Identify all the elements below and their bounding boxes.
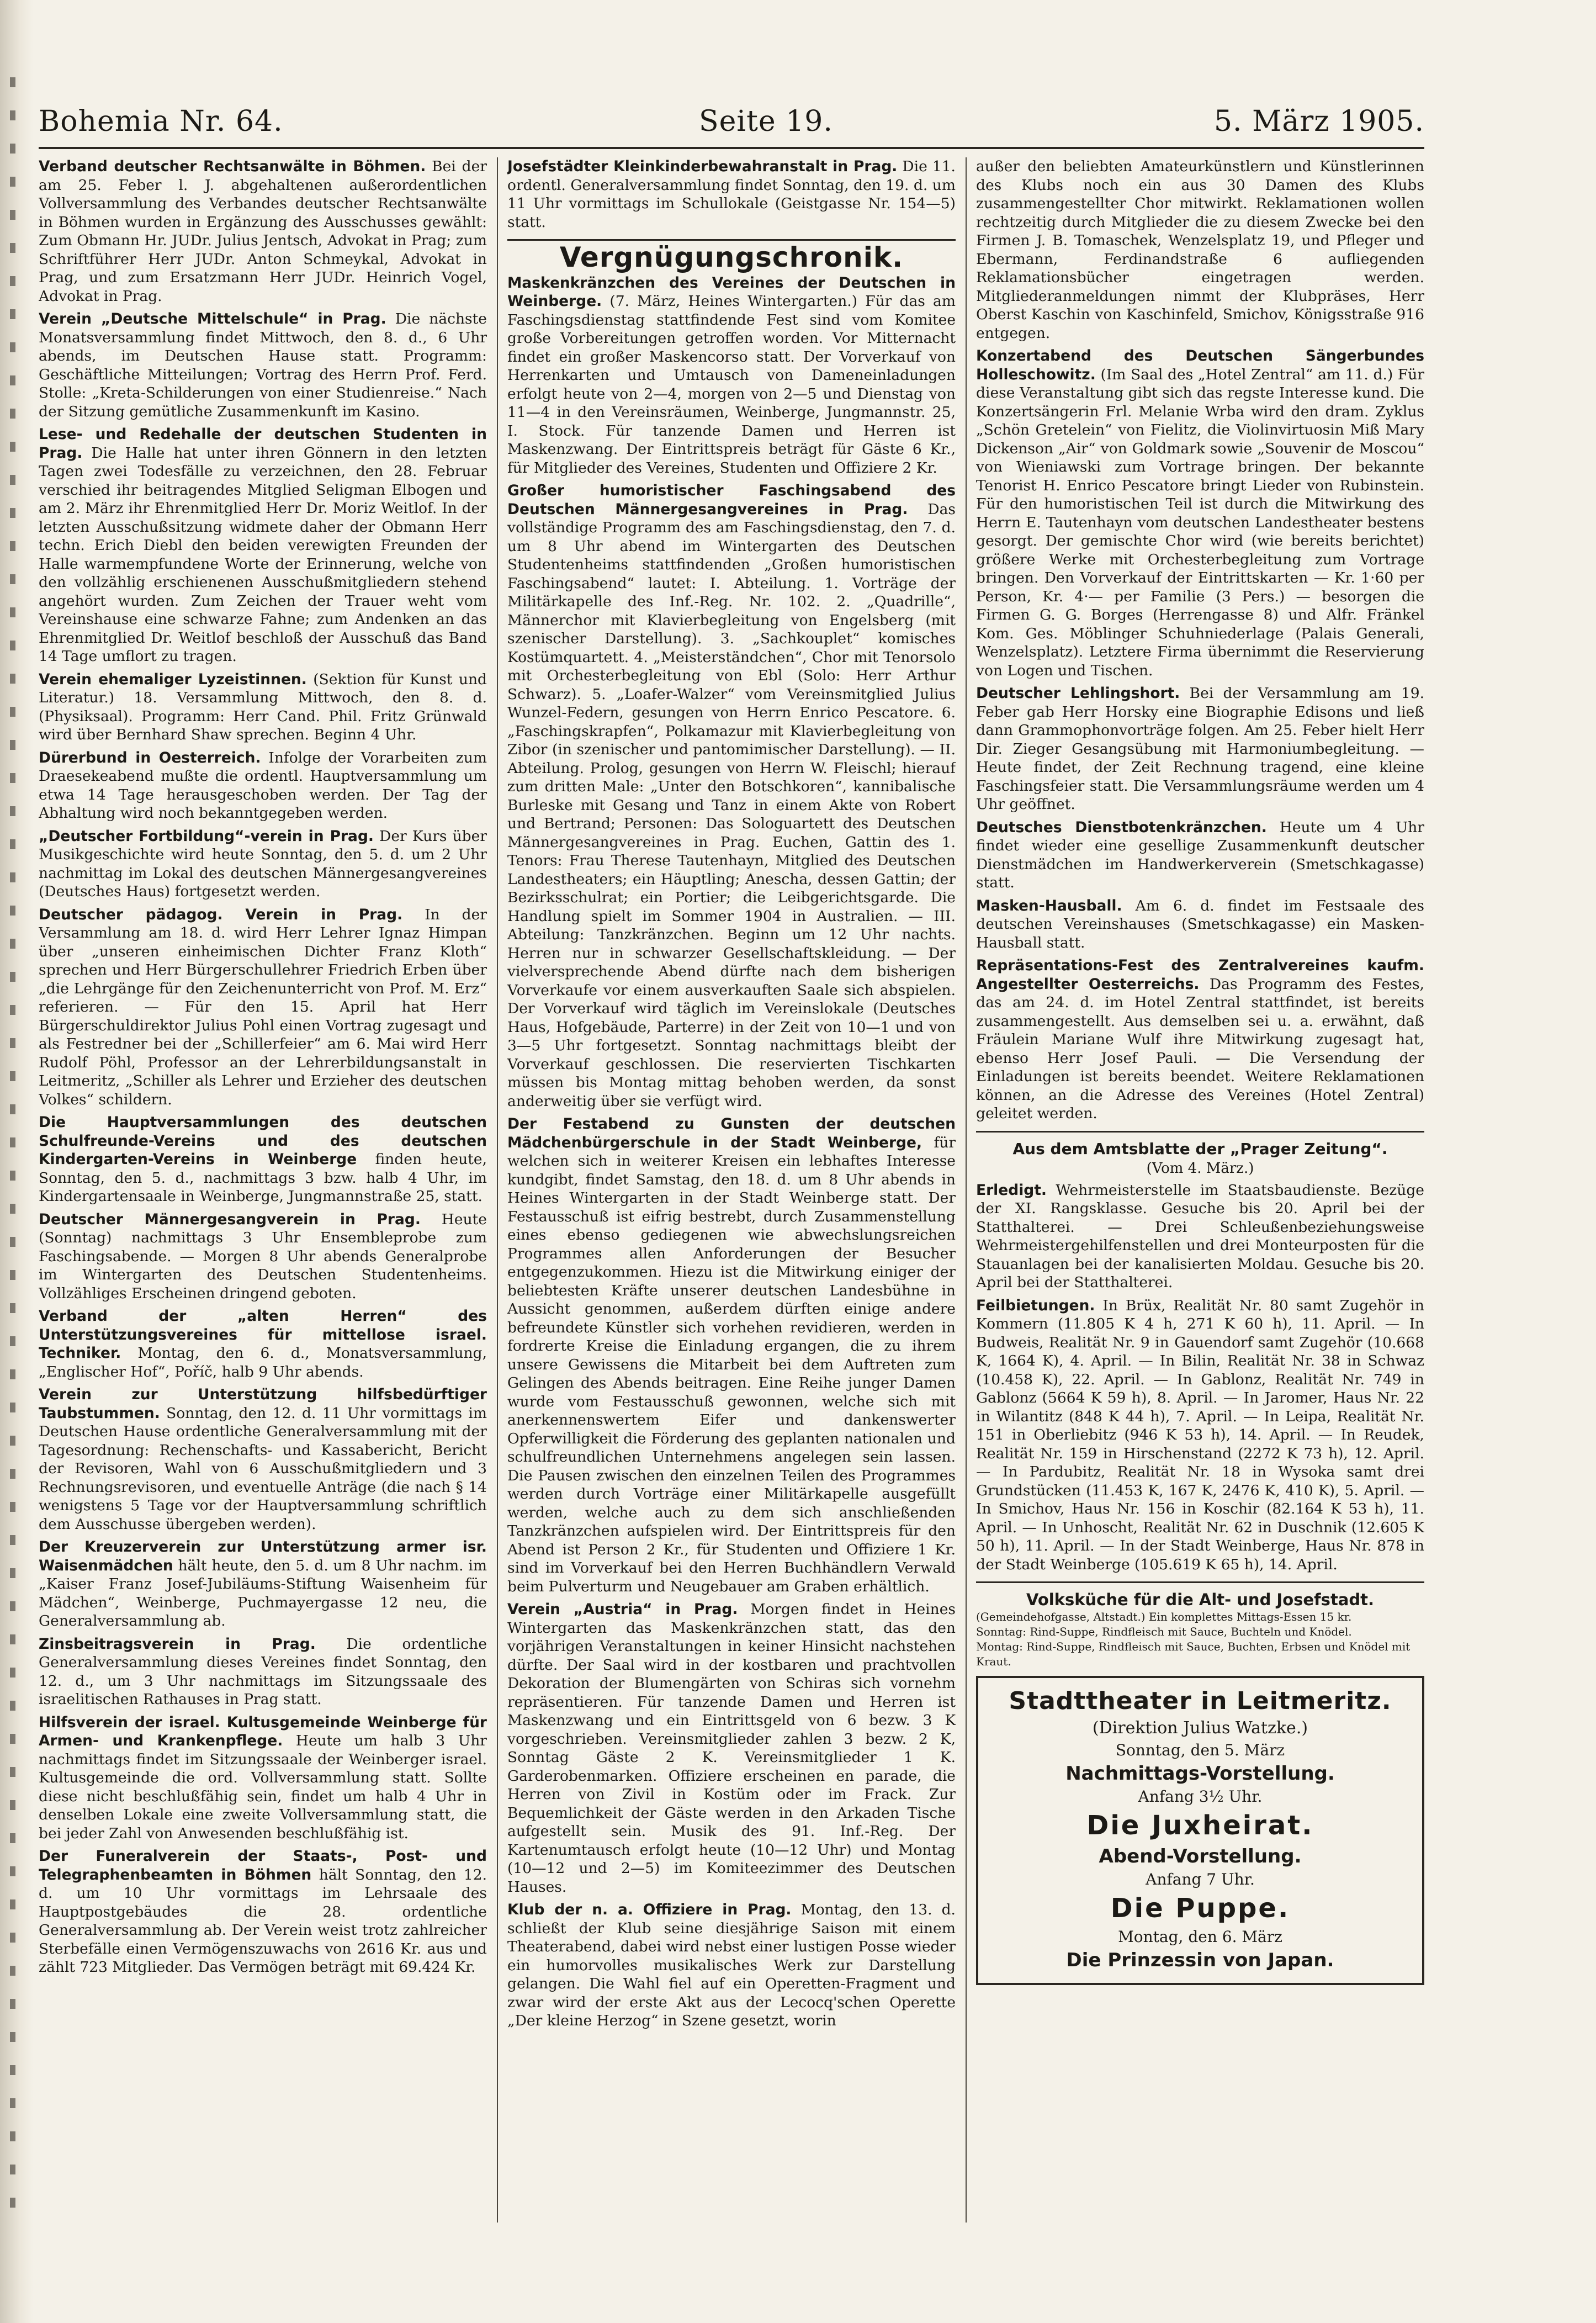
volkskueche-line: Sonntag: Rind-Suppe, Rindfleisch mit Sauce, Buchteln und Knödel. (976, 1625, 1352, 1638)
article-text: Die 11. ordentl. Generalversammlung findet Sonntag, den 19. d. um 11 Uhr vormittags im Schullokale (Geistgasse Nr. 154—5) statt. (507, 158, 956, 231)
article-text: Heute um 4 Uhr findet wieder eine gesellige Zusammenkunft deutscher Dienstmädchen im Handwerkerverein (Smetschkagasse) statt. (976, 818, 1424, 891)
amtsblatt-text: Wehrmeisterstelle im Staatsbaudienste. Bezüge der XI. Rangsklasse. Gesuche bis 20. April bei der Statthalterei. — Drei Schleußenbeziehungsweise Wehrmeistergehilfenstellen und drei Monteurposten für die Stauanlagen bei der kanalisierten Moldau. Gesuche bis 20. April bei der Statthalterei. (976, 1181, 1424, 1291)
article (507, 481, 956, 1110)
theater-day: Montag, den 6. März (1118, 1928, 1282, 1946)
article (39, 1113, 487, 1206)
article (39, 425, 487, 666)
article (976, 684, 1424, 814)
article-heading: Dürerbund in Oesterreich. (39, 749, 261, 766)
article-text: Heute um halb 3 Uhr nachmittags findet im Sitzungssaale der Weinberger israel. Kultusgemeinde die ord. Vollversammlung statt. Sollte diese nicht beschlußfähig sein, findet um halb 4 Uhr in denselben Lokale eine zweite Vollversammlung statt, die bei jeder Zahl von Anwesenden beschlußfähig ist. (39, 1732, 487, 1842)
article (39, 749, 487, 823)
article-continuation (976, 157, 1424, 342)
article (976, 347, 1424, 680)
theater-play-title: Die Prinzessin von Japan. (1066, 1949, 1334, 1971)
header-rule (39, 147, 1424, 149)
article-text: (Sektion für Kunst und Literatur.) 18. Versammlung Mittwoch, den 8. d. (Physiksaal). Programm: Herr Cand. Phil. Fritz Grünwald wird über Bernhard Shaw sprechen. Beginn 4 Uhr. (39, 670, 487, 743)
article (507, 274, 956, 478)
article-text: Die nächste Monatsversammlung findet Mittwoch, den 8. d., 6 Uhr abends, im Deutschen Hause statt. Programm: Geschäftliche Mitteilungen; Vortrag des Herrn Prof. Ferd. Stolle: „Kreta-Schilderungen von einer Studienreise.“ Nach der Sitzung gemütliche Zusammenkunft im Kasino. (39, 310, 487, 420)
amtsblatt-title: Aus dem Amtsblatte der „Prager Zeitung“. (1012, 1139, 1388, 1158)
article (39, 1635, 487, 1709)
article-text: Bei der am 25. Feber l. J. abgehaltenen außerordentlichen Vollversammlung des Verbandes deutscher Rechtsanwälte in Böhmen wurden in Ergänzung des Ausschusses gewählt: Zum Obmann Hr. JUDr. Julius Jentsch, Advokat in Prag; zum Schriftführer Herr JUDr. Anton Schmeykal, Advokat in Prag, und zum Ersatzmann Herr JUDr. Heinrich Vogel, Advokat in Prag. (39, 158, 487, 305)
article (507, 1115, 956, 1596)
article-text: finden heute, Sonntag, den 5. d., nachmittags 3 bzw. halb 4 Uhr, im Kindergartensaale in Weinberge, Jungmannstraße 25, statt. (39, 1151, 487, 1205)
article-heading: Josefstädter Kleinkinderbewahranstalt in Prag. (507, 158, 898, 175)
section-separator (507, 239, 956, 241)
article-text: Das vollständige Programm des am Faschingsdienstag, den 7. d. um 8 Uhr abend im Wintergarten des Deutschen Studentenheims stattfindenden „Großen humoristischen Faschingsabend“ lautet: I. Abteilung. 1. Vorträge der Militärkapelle des Inf.-Reg. Nr. 102. 2. „Quadrille“, Männerchor mit Klavierbegleitung von Engelsberg (mit szenischer Darstellung). 3. „Sachkouplet“ komisches Kostümquartett. 4. „Meisterständchen“, Chor mit Tenorsolo mit Orchesterbegleitung von Ebl (Solo: Herr Arthur Schwarz). 5. „Loafer-Walzer“ vom Vereinsmitglied Julius Wunzel-Federn, gesungen von Herrn Enrico Pescatore. 6. „Faschingskrapfen“, Polkamazur mit Klavierbegleitung von Zibor (in szenischer und pantomimischer Darstellung). — II. Abteilung. Prolog, gesungen von Herrn W. Fleischl; hierauf zum dritten Male: „Unter den Botschkoren“, kannibalische Burleske mit Gesang und Tanz in einem Akte von Robert und Bertrand; Personen: Das Sologuartett des Deutschen Männergesangvereines in Prag. Euchen, Gattin des 1. Tenors: Frau Therese Tautenhayn, Mitglied des Deutschen Landestheaters; ein Häuptling; Anescha, dessen Gattin; der Bezirksschulrat; ein Portier; die Leibgerichtsgarde. Die Handlung spielt im Sommer 1904 in Australien. — III. Abteilung: Tanzkränzchen. Beginn um 12 Uhr nachts. Herren nur in schwarzer Gesellschaftskleidung. — Der vielversprechende Abend dürfte nach dem bisherigen Vorverkaufe vor einem ausverkauften Saale sich abspielen. Der Vorverkauf wird täglich im Vereinslokale (Deutsches Haus, Hofgebäude, Parterre) in der Zeit von 10—1 und von 3—5 Uhr fortgesetzt. Sonntag nachmittags bleibt der Vorverkauf geschlossen. Die reservierten Tischkarten müssen bis Montag mittag behoben werden, da sonst anderweitig über sie verfügt wird. (507, 500, 956, 1110)
theater-advertisement (976, 1676, 1424, 1985)
article (39, 1713, 487, 1843)
article-heading: Deutscher Lehlingshort. (976, 685, 1180, 702)
volkskueche-title: Volksküche für die Alt- und Josefstadt. (1026, 1590, 1375, 1609)
amtsblatt-text: In Brüx, Realität Nr. 80 samt Zugehör in Kommern (11.805 K 4 h, 271 K 60 h), 11. April. — In Budweis, Realität Nr. 9 in Gauendorf samt Zugehör (10.668 K, 1664 K), 4. April. — In Bilin, Realität Nr. 38 in Schwaz (10.458 K), 22. April. — In Gablonz, Realität Nr. 749 in Gablonz (5664 K 59 h), 8. April. — In Jaromer, Haus Nr. 22 in Wilantitz (848 K 44 h), 7. April. — In Leipa, Realität Nr. 151 in Oberliebitz (946 K 53 h), 14. April. — In Reudek, Realität Nr. 159 in Hirschenstand (2272 K 73 h), 12. April. — In Pardubitz, Realität Nr. 18 in Wysoka samt drei Grundstücken (11.453 K, 167 K, 2476 K, 410 K), 5. April. — In Smichov, Haus Nr. 156 in Koschir (82.164 K 53 h), 11. April. — In Unhoscht, Realität Nr. 62 in Duschnik (12.605 K 50 h), 11. April. — In der Stadt Weinberge, Haus Nr. 878 in der Stadt Weinberge (105.619 K 65 h), 14. April. (976, 1297, 1424, 1573)
article-text: Die Halle hat unter ihren Gönnern in den letzten Tagen zwei Todesfälle zu verzeichnen, den 28. Februar verschied ihr beitragendes Mitglied Seligman Elbogen und am 2. März ihr Ehrenmitglied Herr Dr. Moriz Weitlof. In der letzten Ausschußsitzung widmete daher der Obmann Herr techn. Erich Diebl den beiden verewigten Freunden der Halle warmempfundene Worte der Erinnerung, welche von den vollzählig erschienenen Ausschußmitgliedern stehend angehört wurden. Zum Zeichen der Trauer weht vom Vereinshause eine schwarze Fahne; zum Andenken an das Ehrenmitglied Dr. Weitlof beschloß der Ausschuß das Band 14 Tage umflort zu tragen. (39, 444, 487, 665)
section-title: Vergnügungschronik. (559, 241, 904, 273)
article (976, 897, 1424, 953)
article-text: Am 6. d. findet im Festsaale des deutschen Vereinshauses (Smetschkagasse) ein Masken-Hausball statt. (976, 897, 1424, 951)
article-heading: Großer humoristischer Faschingsabend des Deutschen Männergesangvereines in Prag. (507, 482, 956, 518)
article-text: (Im Saal des „Hotel Zentral“ am 11. d.) Für diese Veranstaltung gibt sich das regste Interesse kund. Die Konzertsängerin Frl. Melanie Wrba wird den dram. Zyklus „Schön Gretelein“ von Fielitz, die Violinvirtuosin Miß Mary Dickenson „Air“ von Goldmark sowie „Souvenir de Moscou“ von Wieniawski zum Vortrage bringen. Der bekannte Tenorist H. Enrico Pescatore bringt Lieder von Rubinstein. Für den humoristischen Teil ist durch die Mitwirkung des Herrn E. Tautenhayn vom deutschen Landestheater bestens gesorgt. Der gemischte Chor wird (wie bereits berichtet) größere Werke mit Orchesterbegleitung zum Vortrage bringen. Den Vorverkauf der Eintrittskarten — Kr. 1·60 per Person, Kr. 4·— per Familie (3 Pers.) — besorgen die Firmen G. G. Borges (Herrengasse 8) und Alfr. Fränkel Kom. Ges. Möblinger Schuhniederlage (Palais Generali, Wenzelsplatz). Letztere Firma übernimmt die Reservierung von Logen und Tischen. (976, 366, 1424, 679)
article-heading: Klub der n. a. Offiziere in Prag. (507, 1901, 792, 1918)
article-heading: Der Festabend zu Gunsten der deutschen Mädchenbürgerschule in der Stadt Weinberge, (507, 1115, 956, 1151)
theater-direction: (Direktion Julius Watzke.) (1092, 1718, 1308, 1738)
column-2 (507, 157, 956, 2223)
column-1 (39, 157, 487, 2223)
amtsblatt-item (976, 1181, 1424, 1292)
article (39, 1538, 487, 1631)
article-text: In der Versammlung am 18. d. wird Herr Lehrer Ignaz Himpan über „unseren einheimischen Dichter Franz Kloth“ sprechen und Herr Bürgerschullehrer Friedrich Erben über „die Lehrgänge für den Zeichenunterricht von Prof. M. Erz“ referieren. — Für den 15. April hat Herr Bürgerschuldirektor Julius Pohl einen Vortrag zugesagt und als Festredner bei der „Schillerfeier“ am 6. Mai wird Herr Rudolf Pöhl, Professor an der Lehrerbildungsanstalt in Leitmeritz, „Schiller als Lehrer und Erzieher des deutschen Volkes“ schildern. (39, 906, 487, 1108)
article (39, 157, 487, 305)
theater-show-type: Nachmittags-Vorstellung. (1065, 1763, 1335, 1785)
page-header (39, 105, 1424, 139)
article (39, 827, 487, 901)
theater-show-type: Abend-Vorstellung. (1099, 1845, 1302, 1867)
article-heading: Lese- und Redehalle der deutschen Studenten in Prag. (39, 426, 487, 462)
article-heading: Verein „Austria“ in Prag. (507, 1601, 738, 1618)
header-date: 5. März 1905. (1213, 105, 1424, 138)
header-page-number: Seite 19. (699, 105, 833, 138)
article-text: Montag, den 13. d. schließt der Klub seine diesjährige Saison mit einem Theaterabend, dabei wird nebst einer lustigen Posse wieder ein humorvolles musikalisches Werk zur Darstellung gelangen. Die Wahl fiel auf ein Operetten-Fragment und zwar wird der erste Akt aus der Lecocq'schen Operette „Der kleine Herzog“ in Szene gesetzt, worin (507, 1901, 956, 2029)
article-text: hält Sonntag, den 12. d. um 10 Uhr vormittags im Lehrsaale des Hauptpostgebäudes die 28. ordentliche Generalversammlung ab. Der Verein weist trotz zahlreicher Sterbefälle einen Vermögenszuwachs von 2616 Kr. aus und zählt 723 Mitglieder. Das Vermögen beträgt mit 69.424 Kr. (39, 1866, 487, 1976)
article (507, 157, 956, 231)
article (507, 1901, 956, 2030)
article-heading: Masken-Hausball. (976, 897, 1122, 914)
volkskueche-line: Montag: Rind-Suppe, Rindfleisch mit Sauce, Buchten, Erbsen und Knödel mit Kraut. (976, 1640, 1411, 1668)
article (39, 906, 487, 1109)
theater-play-title: Die Puppe. (1110, 1893, 1290, 1924)
binding-edge (10, 77, 15, 2231)
article-text: für welchen sich in weiterer Kreisen ein lebhaftes Interesse kundgibt, findet Samstag, den 18. d. um 8 Uhr abends in Heines Wintergarten in der Stadt Weinberge statt. Der Festausschuß ist eifrig bestrebt, durch Zusammenstellung eines ebenso gediegenen wie abwechslungsreichen Programmes allen Anforderungen der Besucher entgegenzukommen. Hiezu ist die Mitwirkung einiger der beliebtesten Kräfte unserer deutschen Landesbühne in Aussicht genommen, außerdem dürften einige andere befreundete Künstler sich vorhehen revidieren, werden in fordrerte Kreise die Einladung ergangen, die zu ihrem unsere Gewissens die Mitarbeit bei dem Auftreten zum Gelingen des Abends beitragen. Eine Reihe junger Damen wurde vom Festausschuß gewonnen, welche sich mit anerkennenswertem Eifer und dankenswerter Opferwilligkeit die Förderung des geplanten nationalen und schulfreundlichen Unternehmens angelegen sein lassen. Die Pausen zwischen den einzelnen Teilen des Programmes werden durch Vorträge einer Militärkapelle ausgefüllt werden, welche auch zu dem sich anschließenden Tanzkränzchen aufspielen wird. Der Eintrittspreis für den Abend ist Person 2 Kr., für Studenten und Offiziere 1 Kr. sind im Vorverkauf bei den Herren Buchhändlern Verwald beim Pulverturm und Neugebauer am Graben erhältlich. (507, 1134, 956, 1595)
section-separator (976, 1131, 1424, 1133)
newspaper-page (39, 105, 1424, 2247)
page-gutter (0, 0, 33, 2323)
article-heading: Deutscher pädagog. Verein in Prag. (39, 906, 403, 923)
article-heading: Verein „Deutsche Mittelschule“ in Prag. (39, 310, 386, 327)
article-text: Morgen findet in Heines Wintergarten das Maskenkränzchen statt, das den vorjährigen Veranstaltungen in keiner Hinsicht nachstehen dürfte. Der Saal wird in der kostbaren und prachtvollen Dekoration der Blumengärten von Schiras sich vornehm repräsentieren. Für tanzende Damen und Herren ist Maskenzwang und ein Eintrittsgeld von 6 bezw. 3 K vorgeschrieben. Vereinsmitglieder zahlen 3 bezw. 2 K, Sonntag Gäste 2 K. Vereinsmitglieder 1 K. Garderobenmarken. Offiziere erscheinen en parade, die Herren von Zivil in Kostüm oder im Frack. Zur Bequemlichkeit der Gäste werden in den Arkaden Tische aufgestellt sein. Musik des 91. Inf.-Reg. Der Kartenumtausch erfolgt heute (10—12 Uhr) und Montag (10—12 und 2—5) im Komiteezimmer des Deutschen Hauses. (507, 1601, 956, 1896)
article-heading: Deutsches Dienstbotenkränzchen. (976, 818, 1267, 836)
article (39, 310, 487, 421)
article (39, 1847, 487, 1977)
article-text: hält heute, den 5. d. um 8 Uhr nachm. im „Kaiser Franz Josef-Jubiläums-Stiftung Waisenheim für Mädchen“, Weinberge, Puchmayergasse 12 neu, die Generalversammlung ab. (39, 1557, 487, 1629)
article-heading: Repräsentations-Fest des Zentralvereines kaufm. Angestellter Oesterreichs. (976, 957, 1424, 993)
column-rule-1 (497, 157, 498, 2223)
article-text: außer den beliebten Amateurkünstlern und Künstlerinnen des Klubs noch ein aus 30 Damen des Klubs zusammengestellter Chor mitwirkt. Reklamationen wollen rechtzeitig durch Mitglieder die zu diesem Zwecke bei den Firmen J. B. Tomaschek, Wenzelsplatz 19, und Pfleger und Ebermann, Ferdinandstraße 6 aufliegenden Reklamationsbücher eingetragen werden. Mitgliederanmeldungen nimmt der Klubpräses, Herr Oberst Kaschin von Kaschinfeld, Smichov, Königsstraße 916 entgegen. (976, 158, 1424, 342)
theater-start-time: Anfang 7 Uhr. (1146, 1870, 1255, 1888)
article-heading: Die Hauptversammlungen des deutschen Schulfreunde-Vereins und des deutschen Kindergarten-Vereins in Weinberge (39, 1114, 487, 1168)
article-heading: Verband deutscher Rechtsanwälte in Böhmen. (39, 158, 426, 175)
header-paper-issue: Bohemia Nr. 64. (39, 105, 283, 138)
theater-start-time: Anfang 3½ Uhr. (1138, 1787, 1263, 1806)
article-heading: Verband der „alten Herren“ des Unterstützungsvereines für mittellose israel. Techniker. (39, 1308, 487, 1362)
article (39, 1385, 487, 1533)
article-heading: Verein zur Unterstützung hilfsbedürftiger Taubstummen. (39, 1386, 487, 1422)
article-heading: „Deutscher Fortbildung“-verein in Prag. (39, 827, 374, 845)
theater-play-title: Die Juxheirat. (1086, 1810, 1314, 1841)
article-text: Die ordentliche Generalversammlung dieses Vereines findet Sonntag, den 12. d., um 3 Uhr nachmittags im Sitzungssaale des israelitischen Rathauses in Prag statt. (39, 1635, 487, 1708)
article-heading: Deutscher Männergesangverein in Prag. (39, 1210, 421, 1228)
theater-title: Stadttheater in Leitmeritz. (1009, 1687, 1392, 1715)
article (976, 818, 1424, 892)
article-text: Montag, den 6. d., Monatsversammlung, „Englischer Hof“, Poříč, halb 9 Uhr abends. (39, 1345, 487, 1380)
theater-day: Sonntag, den 5. März (1115, 1741, 1285, 1759)
article (976, 956, 1424, 1123)
volkskueche-line: (Gemeindehofgasse, Altstadt.) Ein komplettes Mittags-Essen 15 kr. (976, 1610, 1352, 1623)
article (507, 1600, 956, 1896)
article (39, 1307, 487, 1381)
article-heading: Verein ehemaliger Lyzeistinnen. (39, 670, 307, 688)
article (39, 670, 487, 744)
article-text: Infolge der Vorarbeiten zum Draesekeabend mußte die ordentl. Hauptversammlung um etwa 14 Tage herausgeschoben werden. Der Tag der Abhaltung wird noch bekanntgegeben werden. (39, 749, 487, 822)
amtsblatt-date: (Vom 4. März.) (1146, 1160, 1254, 1177)
article-heading: Der Kreuzerverein zur Unterstützung armer isr. Waisenmädchen (39, 1538, 487, 1574)
article-heading: Konzertabend des Deutschen Sängerbundes Holleschowitz. (976, 347, 1424, 383)
amtsblatt-item (976, 1297, 1424, 1574)
article-text: Sonntag, den 12. d. 11 Uhr vormittags im Deutschen Hause ordentliche Generalversammlung mit der Tagesordnung: Rechenschafts- und Kassabericht, Bericht der Revisoren, Wahl von 6 Ausschußmitgliedern und 3 Rechnungsrevisoren, und eventuelle Anträge (die nach § 14 wenigstens 5 Tage vor der Hauptversammlung schriftlich dem Ausschusse übergeben werden). (39, 1404, 487, 1533)
article-text: Das Programm des Festes, das am 24. d. im Hotel Zentral stattfindet, ist bereits zusammengestellt. Aus demselben sei u. a. erwähnt, daß Fräulein Mariane Wulf ihre Mitwirkung zugesagt hat, ebenso Herr Josef Pauli. — Die Versendung der Einladungen ist bereits beendet. Weitere Reklamationen können, an die Adresse des Vereines (Hotel Zentral) geleitet werden. (976, 975, 1424, 1122)
article-text: Bei der Versammlung am 19. Feber gab Herr Horsky eine Biographie Edisons und ließ dann Grammophonvorträge folgen. Am 25. Feber hielt Herr Dir. Zieger Gesangsübung mit Harmoniumbegleitung. — Heute findet, der Zeit Rechnung tragend, eine kleine Faschingsfeier statt. Die Versammlungsräume werden um 4 Uhr geöffnet. (976, 685, 1424, 813)
column-rule-2 (966, 157, 967, 2223)
article-text: (7. März, Heines Wintergarten.) Für das am Faschingsdienstag stattfindende Fest sind vom Komitee große Vorbereitungen getroffen worden. Vor Mitternacht findet ein großer Maskencorso statt. Der Vorverkauf von Herrenkarten und Umtausch von Dameneinladungen erfolgt heute von 2—4, morgen von 2—5 und Dienstag von 11—4 in den Vereinsräumen, Weinberge, Jungmannstr. 25, I. Stock. Für tanzende Damen und Herren ist Maskenzwang. Der Eintrittspreis beträgt für Gäste 6 Kr., für Mitglieder des Vereines, Studenten und Offiziere 2 Kr. (507, 293, 956, 477)
article-heading: Der Funeralverein der Staats-, Post- und Telegraphenbeamten in Böhmen (39, 1848, 487, 1883)
article-text: Heute (Sonntag) nachmittags 3 Uhr Ensembleprobe zum Faschingsabende. — Morgen 8 Uhr abends Generalprobe im Wintergarten des Deutschen Studentenheims. Vollzähliges Erscheinen dringend geboten. (39, 1210, 487, 1302)
article-heading: Maskenkränzchen des Vereines der Deutschen in Weinberge. (507, 274, 956, 310)
article (39, 1210, 487, 1303)
amtsblatt-heading: Feilbietungen. (976, 1297, 1095, 1314)
column-3 (976, 157, 1424, 2223)
section-separator (976, 1581, 1424, 1583)
article-text: Der Kurs über Musikgeschichte wird heute Sonntag, den 5. d. um 2 Uhr nachmittag im Lokal des deutschen Männergesangvereines (Deutsches Haus) fortgesetzt werden. (39, 827, 487, 900)
article-heading: Zinsbeitragsverein in Prag. (39, 1635, 316, 1653)
amtsblatt-heading: Erledigt. (976, 1181, 1047, 1199)
article-heading: Hilfsverein der israel. Kultusgemeinde Weinberge für Armen- und Krankenpflege. (39, 1713, 487, 1749)
